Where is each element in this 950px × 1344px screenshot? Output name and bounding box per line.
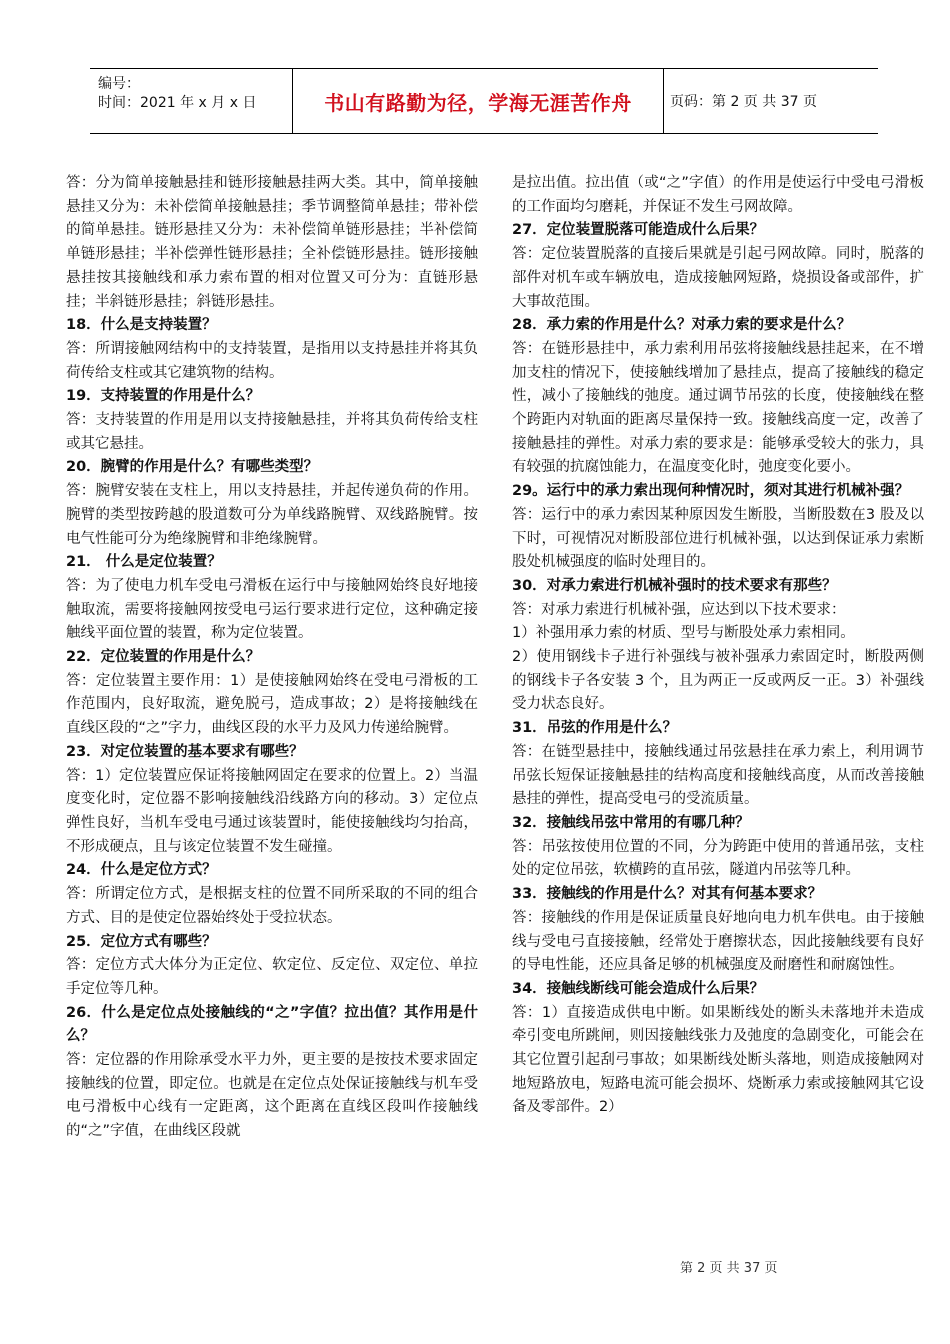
- question-heading: 19．支持装置的作用是什么？: [66, 388, 261, 405]
- answer-paragraph: 答：分为简单接触悬挂和链形接触悬挂两大类。其中，简单接触悬挂又分为：未补偿简单接触悬挂；季节调整简单悬挂；带补偿的简单悬挂。链形悬挂又分为：未补偿简单链形悬挂；半补偿简单链形悬挂；半补偿弹性链形悬挂；全补偿链形悬挂。链形接触悬挂按其接触线和承力索布置的相对位置又可分为：直链形悬挂；半斜链形悬挂；斜链形悬挂。: [66, 175, 478, 310]
- header-motto: 书山有路勤为径，学海无涯苦作舟: [292, 69, 664, 133]
- answer-paragraph: 答：吊弦按使用位置的不同，分为跨距中使用的普通吊弦，支柱处的定位吊弦，软横跨的直吊弦，隧道内吊弦等几种。: [512, 838, 924, 879]
- answer-paragraph: 是拉出值。拉出值（或“之”字值）的作用是使运行中受电弓滑板的工作面均匀磨耗，并保证不发生弓网故障。: [512, 175, 924, 215]
- answer-paragraph: 答：接触线的作用是保证质量良好地向电力机车供电。由于接触线与受电弓直接接触，经常处于磨擦状态，因此接触线要有良好的导电性能，还应具备足够的机械强度及耐磨性和耐腐蚀性。: [512, 909, 924, 974]
- answer-paragraph: 2）使用钢线卡子进行补强线与被补强承力索固定时，断股两侧的钢线卡子各安装 3 个，且为两正一反或两反一正。3）补强线受力状态良好。: [512, 649, 924, 713]
- answer-paragraph: 答：1）直接造成供电中断。如果断线处的断头未落地并未造成牵引变电所跳闸，则因接触线张力及弛度的急剧变化，可能会在其它位置引起刮弓事故；如果断线处断头落地，则造成接触网对地短路放电，短路电流可能会损坏、烧断承力索或接触网其它设备及零部件。2）: [512, 1004, 924, 1116]
- question-heading: 29。运行中的承力索出现何种情况时，须对其进行机械补强？: [512, 483, 910, 500]
- right-column: [512, 172, 924, 1120]
- answer-paragraph: 答：运行中的承力索因某种原因发生断股，当断股数在3 股及以下时，可视情况对断股部位进行机械补强，以达到保证承力索断股处机械强度的临时处理目的。: [512, 506, 924, 571]
- question-heading: 27．定位装置脱落可能造成什么后果？: [512, 222, 765, 239]
- answer-paragraph: 答：在链型悬挂中，接触线通过吊弦悬挂在承力索上，利用调节吊弦长短保证接触悬挂的结构高度和接触线高度，从而改善接触悬挂的弹性，提高受电弓的受流质量。: [512, 743, 924, 808]
- question-heading: 25．定位方式有哪些？: [66, 933, 217, 950]
- answer-paragraph: 答：为了使电力机车受电弓滑板在运行中与接触网始终良好地接触取流，需要将接触网按受电弓运行要求进行定位，这种确定接触线平面位置的装置，称为定位装置。: [66, 577, 478, 642]
- answer-paragraph: 答：腕臂安装在支柱上，用以支持悬挂，并起传递负荷的作用。腕臂的类型按跨越的股道数可分为单线路腕臂、双线路腕臂。按电气性能可分为绝缘腕臂和非绝缘腕臂。: [66, 483, 478, 547]
- id-label: 编号：: [98, 76, 140, 92]
- time-label: 时间：2021 年 x 月 x 日: [98, 95, 257, 111]
- header-meta: [98, 75, 288, 113]
- question-heading: 33．接触线的作用是什么？对其有何基本要求？: [512, 886, 823, 903]
- question-heading: 28．承力索的作用是什么？对承力索的要求是什么？: [512, 317, 852, 334]
- question-heading: 23．对定位装置的基本要求有哪些？: [66, 743, 304, 760]
- answer-paragraph: 答：在链形悬挂中，承力索利用吊弦将接触线悬挂起来，在不增加支柱的情况下，使接触线增加了悬挂点，提高了接触线的稳定性，减小了接触线的弛度。通过调节吊弦的长度，使接触线在整个跨距内对轨面的距离尽量保持一致。接触线高度一定，改善了接触悬挂的弹性。对承力索的要求是：能够承受较大的张力，具有较强的抗腐蚀能力，在温度变化时，弛度变化要小。: [512, 340, 924, 476]
- page-header: [90, 68, 878, 134]
- question-heading: 30．对承力索进行机械补强时的技术要求有那些？: [512, 577, 837, 594]
- page-footer: 第 2 页 共 37 页: [680, 1261, 778, 1276]
- answer-paragraph: 答：定位方式大体分为正定位、软定位、反定位、双定位、单拉手定位等几种。: [66, 957, 478, 997]
- question-heading: 26．什么是定位点处接触线的“之”字值？拉出值？其作用是什么？: [66, 1004, 478, 1045]
- left-column: [66, 172, 478, 1144]
- answer-paragraph: 答：支持装置的作用是用以支持接触悬挂，并将其负荷传给支柱或其它悬挂。: [66, 412, 478, 452]
- question-heading: 20．腕臂的作用是什么？有哪些类型？: [66, 459, 319, 476]
- question-heading: 31．吊弦的作用是什么？: [512, 720, 678, 737]
- question-heading: 22．定位装置的作用是什么？: [66, 649, 261, 666]
- answer-paragraph: 答：定位装置脱落的直接后果就是引起弓网故障。同时，脱落的部件对机车或车辆放电，造成接触网短路，烧损设备或部件，扩大事故范围。: [512, 246, 924, 310]
- header-page-label: 页码：第 2 页 共 37 页: [670, 94, 817, 110]
- question-heading: 34．接触线断线可能会造成什么后果？: [512, 980, 765, 997]
- answer-paragraph: 答：对承力索进行机械补强，应达到以下技术要求：: [512, 601, 846, 618]
- question-heading: 18．什么是支持装置？: [66, 317, 217, 334]
- answer-paragraph: 答：所谓接触网结构中的支持装置，是指用以支持悬挂并将其负荷传给支柱或其它建筑物的结构。: [66, 340, 478, 381]
- question-heading: 32．接触线吊弦中常用的有哪几种？: [512, 814, 750, 831]
- answer-paragraph: 答：1）定位装置应保证将接触网固定在要求的位置上。2）当温度变化时，定位器不影响接触线沿线路方向的移动。3）定位点弹性良好，当机车受电弓通过该装置时，能使接触线均匀抬高，不形成硬点，且与该定位装置不发生碰撞。: [66, 767, 478, 855]
- question-heading: 21． 什么是定位装置？: [66, 554, 222, 571]
- answer-paragraph: 1）补强用承力索的材质、型号与断股处承力索相同。: [512, 625, 855, 642]
- answer-paragraph: 答：定位装置主要作用：1）是使接触网始终在受电弓滑板的工作范围内，良好取流，避免脱弓，造成事故；2）是将接触线在直线区段的“之”字力，曲线区段的水平力及风力传递给腕臂。: [66, 672, 478, 737]
- question-heading: 24．什么是定位方式？: [66, 862, 217, 879]
- answer-paragraph: 答：定位器的作用除承受水平力外，更主要的是按技术要求固定接触线的位置，即定位。也就是在定位点处保证接触线与机车受电弓滑板中心线有一定距离，这个距离在直线区段叫作接触线的“之”字值，在曲线区段就: [66, 1052, 478, 1140]
- answer-paragraph: 答：所谓定位方式，是根据支柱的位置不同所采取的不同的组合方式、目的是使定位器始终处于受拉状态。: [66, 886, 478, 926]
